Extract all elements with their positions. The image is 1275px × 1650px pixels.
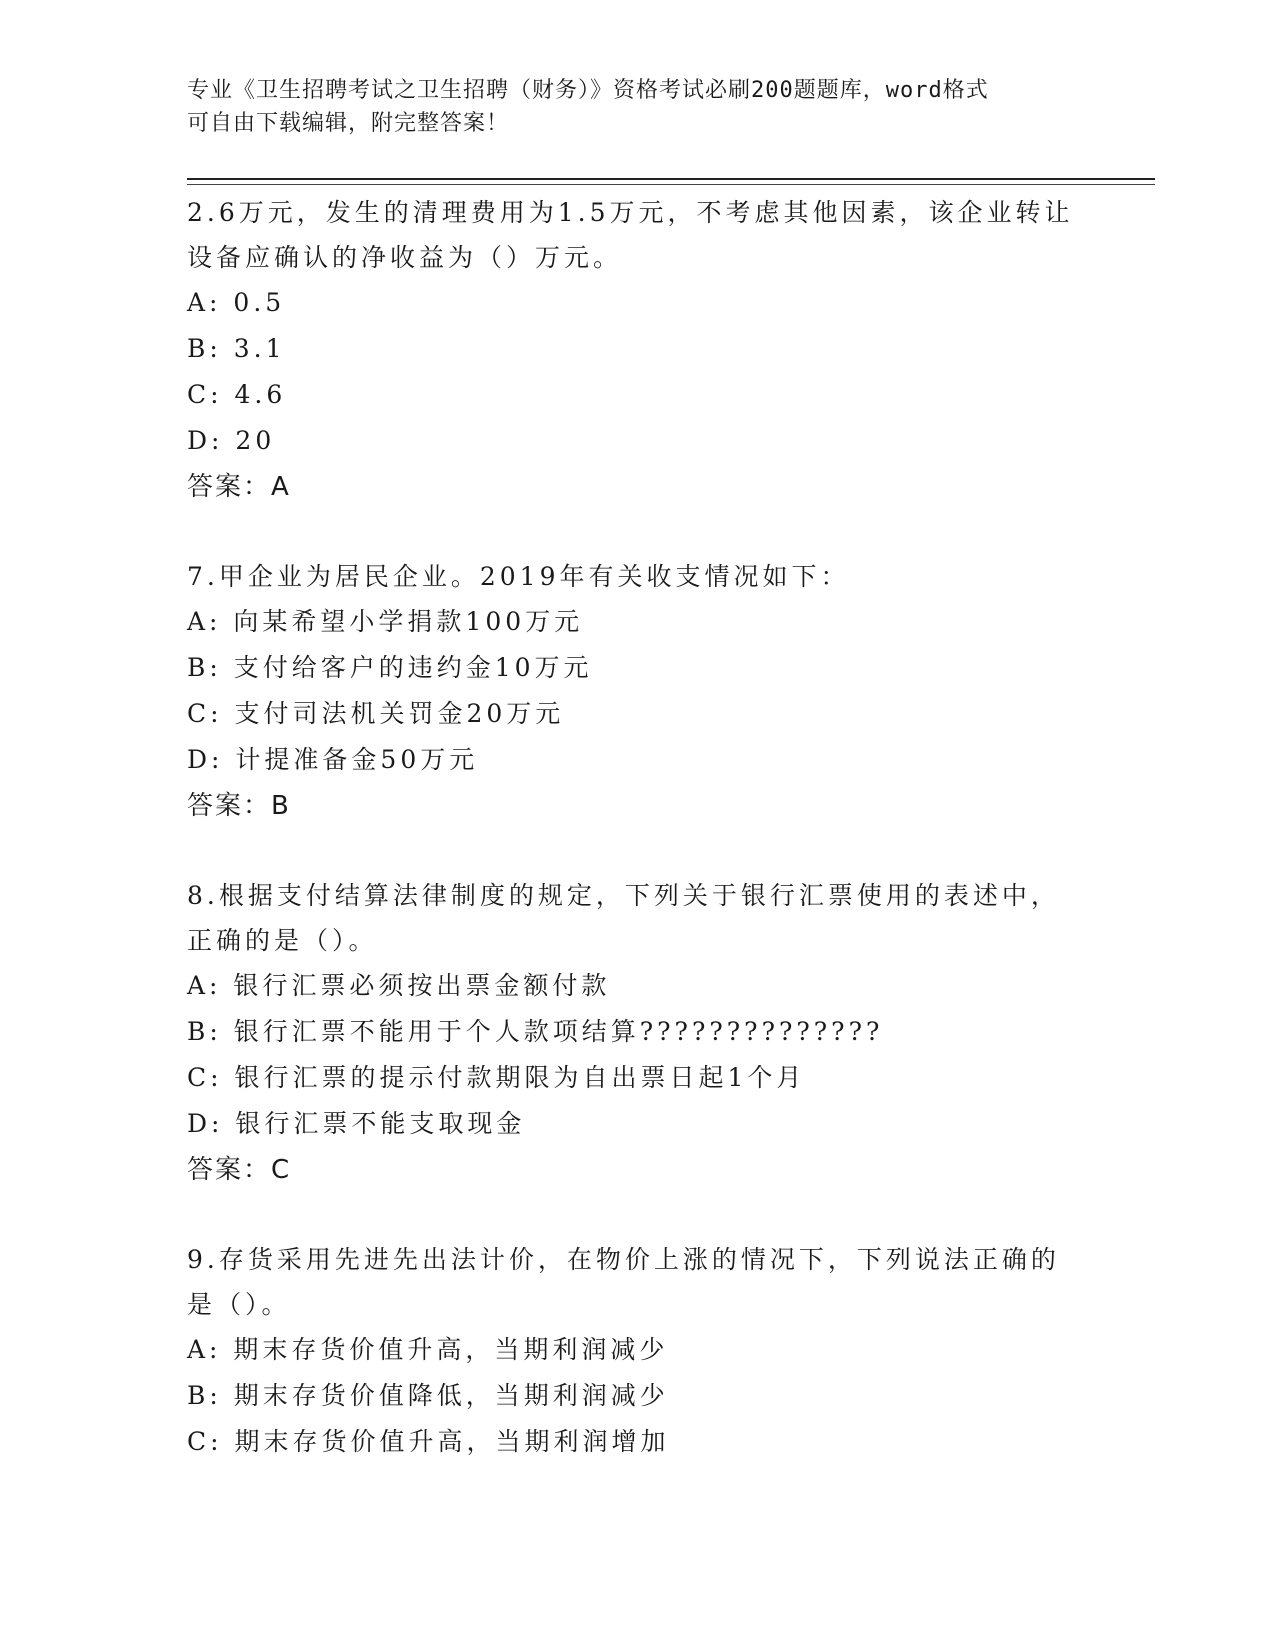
question-stem-line: 9.存货采用先进先出法计价，在物价上涨的情况下，下列说法正确的: [187, 1245, 1060, 1274]
question-8: [187, 873, 1087, 1193]
spacer: [187, 510, 1087, 554]
spacer: [187, 1193, 1087, 1237]
document-header: [187, 74, 1087, 140]
option-a: A: 向某希望小学捐款100万元: [187, 607, 584, 636]
option-b: B: 3.1: [187, 334, 286, 363]
option-c: C: 期末存货价值升高，当期利润增加: [187, 1427, 670, 1456]
option-c: C: 支付司法机关罚金20万元: [187, 699, 565, 728]
option-b: B: 期末存货价值降低，当期利润减少: [187, 1381, 669, 1410]
question-7: [187, 554, 1087, 829]
option-c: C: 4.6: [187, 380, 287, 409]
header-line-1: 专业《卫生招聘考试之卫生招聘（财务）》资格考试必刷200题题库，word格式: [187, 78, 989, 103]
option-a: A: 0.5: [187, 288, 286, 317]
option-b: B: 支付给客户的违约金10万元: [187, 653, 593, 682]
option-a: A: 银行汇票必须按出票金额付款: [187, 971, 611, 1000]
question-stem-line: 正确的是（）。: [187, 926, 378, 955]
header-line-2: 可自由下载编辑，附完整答案！: [187, 111, 510, 136]
option-c: C: 银行汇票的提示付款期限为自出票日起1个月: [187, 1063, 806, 1092]
option-d: D: 计提准备金50万元: [187, 745, 479, 774]
spacer: [187, 829, 1087, 873]
question-stem-line: 是（）。: [187, 1290, 291, 1319]
option-d: D: 20: [187, 426, 276, 455]
question-stem-line: 7.甲企业为居民企业。2019年有关收支情况如下：: [187, 562, 850, 591]
header-divider-thin: [187, 184, 1155, 185]
answer-line: 答案：C: [187, 1155, 292, 1185]
question-stem-line: 设备应确认的净收益为（）万元。: [187, 243, 623, 272]
option-a: A: 期末存货价值升高，当期利润减少: [187, 1335, 669, 1364]
question-list: [187, 190, 1087, 1465]
answer-line: 答案：B: [187, 791, 291, 821]
answer-line: 答案：A: [187, 472, 291, 502]
question-continued: [187, 190, 1087, 510]
question-9: [187, 1237, 1087, 1465]
option-d: D: 银行汇票不能支取现金: [187, 1109, 526, 1138]
option-b: B: 银行汇票不能用于个人款项结算??????????????: [187, 1017, 884, 1046]
header-divider-thick: [187, 178, 1155, 180]
question-stem-line: 8.根据支付结算法律制度的规定，下列关于银行汇票使用的表述中，: [187, 881, 1060, 910]
question-stem-line: 2.6万元，发生的清理费用为1.5万元，不考虑其他因素，该企业转让: [187, 198, 1074, 227]
